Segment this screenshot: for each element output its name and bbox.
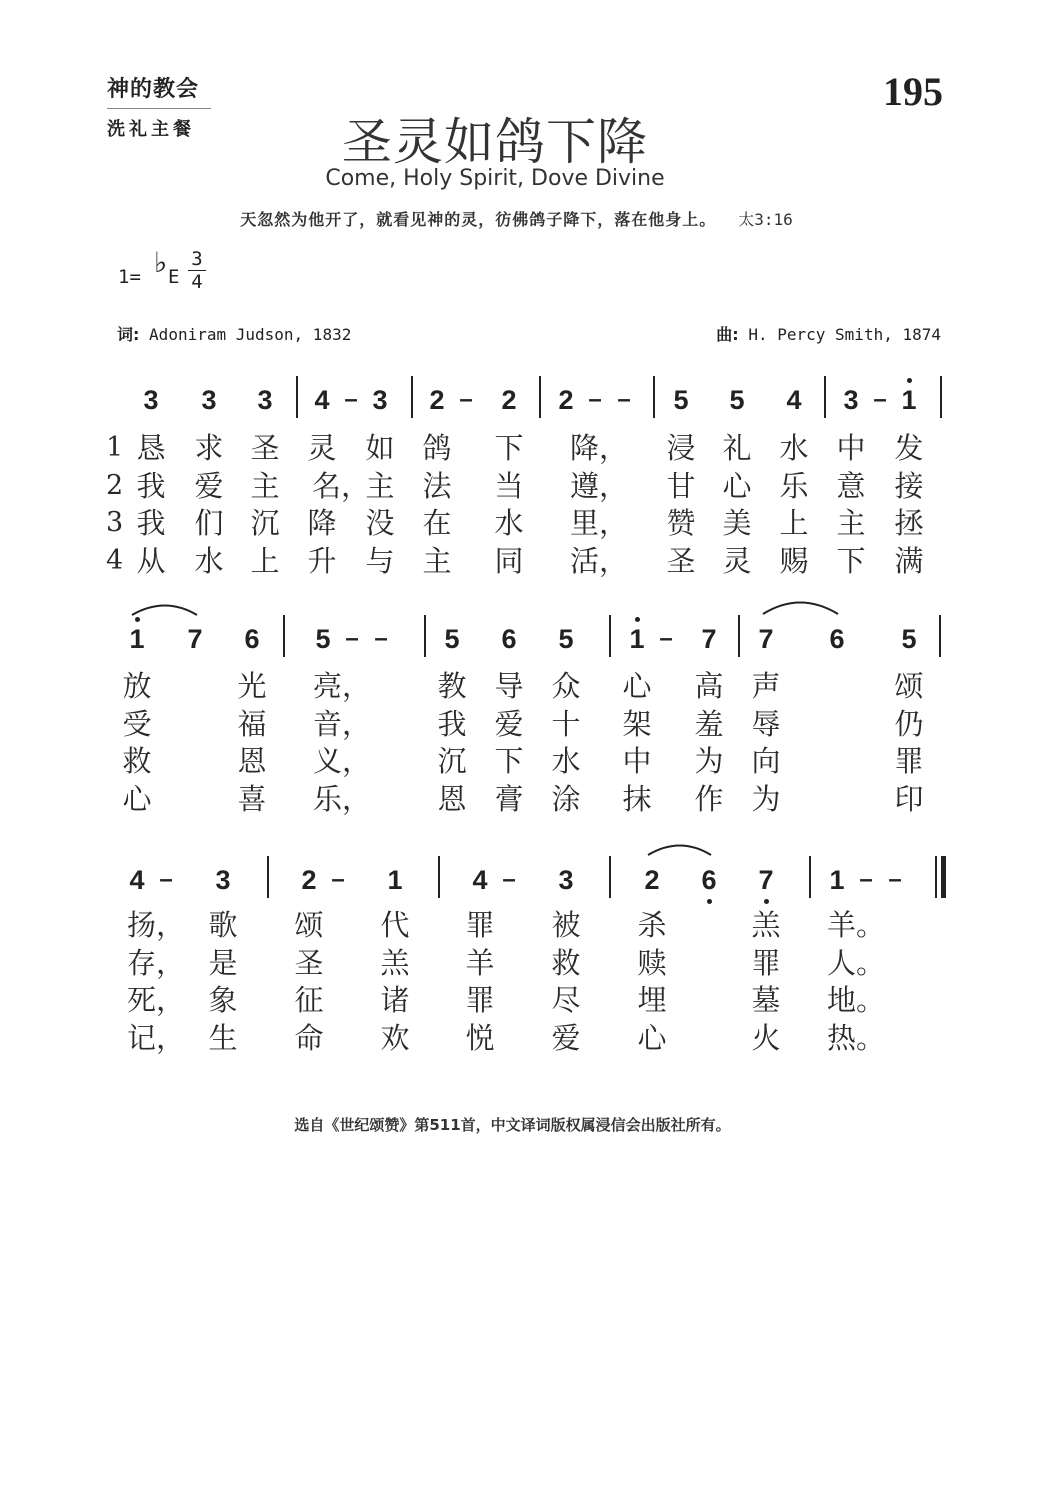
lyric-syllable: 主 bbox=[422, 543, 452, 578]
lyric-syllable: 高 bbox=[694, 669, 724, 703]
duration-dash: – bbox=[344, 386, 358, 413]
note: 1 bbox=[829, 865, 845, 895]
lyric-syllable: 羞 bbox=[694, 706, 724, 741]
lyric-syllable: 地。 bbox=[827, 983, 886, 1017]
lyric-syllable: 导 bbox=[494, 669, 524, 703]
lyric-syllable: 墓 bbox=[751, 983, 781, 1017]
note: 6 bbox=[501, 624, 517, 654]
lyric-syllable: 亮， bbox=[313, 669, 372, 703]
note: 6 bbox=[701, 865, 717, 895]
lyric-syllable: 架 bbox=[622, 706, 652, 741]
lyric-syllable: 浸 bbox=[666, 431, 696, 465]
lyric-syllable: 名， bbox=[312, 468, 371, 503]
note: 4 bbox=[129, 865, 145, 895]
stanza-number: 2 bbox=[106, 469, 124, 501]
lyric-syllable: 我 bbox=[136, 506, 166, 540]
lyric-syllable: 中 bbox=[836, 431, 866, 465]
note: 5 bbox=[315, 624, 331, 654]
lyric-syllable: 恩 bbox=[237, 744, 267, 778]
note: 1 bbox=[387, 865, 403, 895]
church-name: 神的教会 bbox=[107, 76, 200, 102]
lyric-syllable: 升 bbox=[307, 543, 337, 578]
hymn-subtitle: Come, Holy Spirit, Dove Divine bbox=[325, 166, 665, 191]
lyric-syllable: 主 bbox=[250, 468, 280, 503]
lyric-syllable: 受 bbox=[122, 706, 152, 741]
lyric-syllable: 沉 bbox=[250, 506, 280, 540]
lyric-syllable: 记， bbox=[127, 1020, 186, 1055]
lyric-syllable: 声 bbox=[751, 669, 781, 703]
note: 5 bbox=[558, 624, 574, 654]
lyric-syllable: 水 bbox=[779, 431, 809, 465]
lyric-syllable: 没 bbox=[365, 506, 395, 540]
lyric-syllable: 下 bbox=[494, 744, 524, 778]
lyric-syllable: 圣 bbox=[666, 543, 696, 578]
lyric-syllable: 为 bbox=[694, 744, 724, 778]
note: 7 bbox=[187, 624, 203, 654]
lyric-syllable: 赎 bbox=[637, 945, 667, 980]
lyric-syllable: 抹 bbox=[622, 781, 652, 816]
note: 7 bbox=[701, 624, 717, 654]
lyricist-name: Adoniram Judson, 1832 bbox=[149, 325, 352, 344]
note: 3 bbox=[558, 865, 574, 895]
lyric-syllable: 羊 bbox=[465, 945, 495, 980]
lyric-syllable: 埋 bbox=[637, 983, 667, 1017]
note: 3 bbox=[843, 385, 859, 415]
lyric-syllable: 意 bbox=[836, 468, 866, 503]
lyric-syllable: 死， bbox=[127, 983, 186, 1017]
duration-dash: – bbox=[659, 625, 673, 652]
note: 5 bbox=[729, 385, 745, 415]
lyric-syllable: 发 bbox=[894, 431, 924, 465]
lyric-syllable: 心 bbox=[722, 468, 752, 503]
lyric-syllable: 如 bbox=[365, 431, 395, 465]
stanza-number: 3 bbox=[106, 507, 124, 538]
lyric-syllable: 圣 bbox=[294, 945, 324, 980]
lyric-syllable: 尽 bbox=[551, 983, 581, 1017]
lyric-syllable: 人。 bbox=[827, 945, 886, 980]
note: 2 bbox=[429, 385, 445, 415]
lyric-syllable: 放 bbox=[122, 669, 152, 703]
slur bbox=[132, 606, 197, 616]
lyric-syllable: 礼 bbox=[722, 431, 752, 465]
lyric-syllable: 乐 bbox=[779, 468, 809, 503]
note: 5 bbox=[673, 385, 689, 415]
lyric-syllable: 爱 bbox=[494, 706, 524, 741]
lyric-syllable: 被 bbox=[551, 908, 581, 942]
duration-dash: – bbox=[859, 866, 873, 893]
note: 7 bbox=[758, 624, 774, 654]
note: 3 bbox=[143, 385, 159, 415]
duration-dash: – bbox=[888, 866, 902, 893]
note: 3 bbox=[201, 385, 217, 415]
duration-dash: – bbox=[345, 625, 359, 652]
lyric-syllable: 仍 bbox=[894, 706, 924, 741]
note: 4 bbox=[314, 385, 330, 415]
lyric-syllable: 颂 bbox=[294, 908, 324, 942]
lyric-syllable: 灵 bbox=[722, 543, 752, 578]
lyric-syllable: 生 bbox=[208, 1020, 238, 1055]
note: 2 bbox=[558, 385, 574, 415]
note: 3 bbox=[372, 385, 388, 415]
lyric-syllable: 光 bbox=[237, 669, 267, 703]
lyric-syllable: 罪 bbox=[751, 945, 781, 980]
note: 6 bbox=[244, 624, 260, 654]
lyric-syllable: 水 bbox=[494, 506, 524, 540]
lyric-syllable: 杀 bbox=[637, 908, 667, 942]
copyright-footer: 选自《世纪颂赞》第511首，中文译词版权属浸信会出版社所有。 bbox=[294, 1116, 731, 1134]
slur bbox=[648, 846, 711, 856]
lyric-syllable: 义， bbox=[313, 744, 372, 778]
lyric-syllable: 心 bbox=[122, 781, 152, 816]
lyric-syllable: 从 bbox=[136, 543, 166, 578]
duration-dash: – bbox=[588, 386, 602, 413]
hymn-title: 圣灵如鸽下降 bbox=[342, 113, 648, 171]
lyric-syllable: 里， bbox=[570, 506, 629, 540]
lyric-syllable: 水 bbox=[194, 543, 224, 578]
lyric-syllable: 向 bbox=[751, 744, 781, 778]
lyric-syllable: 悦 bbox=[465, 1020, 495, 1055]
lyric-syllable: 降 bbox=[307, 506, 337, 540]
lyric-syllable: 沉 bbox=[437, 744, 467, 778]
lyric-syllable: 欢 bbox=[380, 1020, 410, 1055]
note: 1 bbox=[129, 624, 145, 654]
verse-reference: 太3:16 bbox=[738, 210, 793, 229]
lyric-syllable: 膏 bbox=[494, 781, 524, 816]
lyric-syllable: 音， bbox=[313, 706, 372, 741]
composer-label: 曲: bbox=[716, 325, 739, 344]
stanza-number: 1 bbox=[106, 432, 124, 463]
lyric-syllable: 在 bbox=[422, 506, 452, 540]
note: 3 bbox=[257, 385, 273, 415]
key-letter: E bbox=[168, 266, 180, 288]
lyric-syllable: 活， bbox=[570, 543, 629, 578]
lyric-syllable: 法 bbox=[422, 468, 452, 503]
lyric-syllable: 心 bbox=[622, 669, 652, 703]
lyric-syllable: 美 bbox=[722, 506, 752, 540]
lyric-syllable: 热。 bbox=[827, 1020, 886, 1055]
lyric-syllable: 心 bbox=[637, 1020, 667, 1055]
duration-dash: – bbox=[617, 386, 631, 413]
lyric-syllable: 众 bbox=[551, 669, 581, 703]
lyric-syllable: 上 bbox=[779, 506, 809, 540]
note: 4 bbox=[472, 865, 488, 895]
lyric-syllable: 灵 bbox=[307, 431, 337, 465]
flat-icon: ♭ bbox=[154, 246, 168, 279]
note: 2 bbox=[644, 865, 660, 895]
time-signature-top: 3 bbox=[188, 248, 206, 271]
lyric-syllable: 羔 bbox=[380, 945, 410, 980]
lyric-syllable: 涂 bbox=[551, 781, 581, 816]
duration-dash: – bbox=[159, 866, 173, 893]
stanza-number: 4 bbox=[106, 544, 124, 576]
lyric-syllable: 下 bbox=[836, 543, 866, 578]
lyric-syllable: 鸽 bbox=[422, 431, 452, 465]
lyric-syllable: 是 bbox=[208, 945, 238, 980]
lyric-syllable: 教 bbox=[437, 669, 467, 703]
lyric-syllable: 赞 bbox=[666, 506, 696, 540]
lyric-syllable: 水 bbox=[551, 744, 581, 778]
lyric-syllable: 乐， bbox=[313, 781, 372, 816]
lyric-syllable: 中 bbox=[622, 744, 652, 778]
lyric-syllable: 福 bbox=[237, 706, 267, 741]
lyric-syllable: 为 bbox=[751, 781, 781, 816]
lyric-syllable: 上 bbox=[250, 543, 280, 578]
lyric-syllable: 当 bbox=[494, 468, 524, 503]
lyric-syllable: 颂 bbox=[894, 669, 924, 703]
lyric-syllable: 下 bbox=[494, 431, 524, 465]
note: 1 bbox=[629, 624, 645, 654]
lyric-syllable: 赐 bbox=[779, 543, 809, 578]
lyric-syllable: 十 bbox=[551, 706, 581, 741]
lyric-syllable: 象 bbox=[208, 983, 238, 1017]
lyric-syllable: 们 bbox=[194, 506, 224, 540]
lyric-syllable: 与 bbox=[365, 543, 395, 578]
lyric-syllable: 火 bbox=[751, 1020, 781, 1055]
lyric-syllable: 罪 bbox=[465, 983, 495, 1017]
lyric-syllable: 遵， bbox=[570, 468, 629, 503]
lyric-syllable: 存， bbox=[127, 945, 186, 980]
lyric-syllable: 罪 bbox=[465, 908, 495, 942]
duration-dash: – bbox=[873, 386, 887, 413]
lyric-syllable: 求 bbox=[194, 431, 224, 465]
lyric-syllable: 歌 bbox=[208, 908, 238, 942]
lyric-syllable: 恩 bbox=[437, 781, 467, 816]
lyric-syllable: 拯 bbox=[894, 506, 924, 540]
slur bbox=[763, 603, 838, 615]
lyric-syllable: 羔 bbox=[751, 908, 781, 942]
lyric-syllable: 主 bbox=[365, 468, 395, 503]
note: 2 bbox=[501, 385, 517, 415]
lyricist-label: 词: bbox=[117, 325, 140, 344]
note: 3 bbox=[215, 865, 231, 895]
verse-text: 天忽然为他开了，就看见神的灵，彷佛鸽子降下，落在他身上。 bbox=[240, 210, 717, 229]
lyric-syllable: 羊。 bbox=[827, 908, 886, 942]
lyric-syllable: 爱 bbox=[551, 1020, 581, 1055]
lyric-syllable: 爱 bbox=[194, 468, 224, 503]
lyric-syllable: 恳 bbox=[136, 431, 166, 465]
note: 1 bbox=[901, 385, 917, 415]
note: 4 bbox=[786, 385, 802, 415]
lyric-syllable: 扬， bbox=[127, 908, 186, 942]
lyric-syllable: 作 bbox=[694, 781, 724, 816]
duration-dash: – bbox=[459, 386, 473, 413]
lyric-syllable: 救 bbox=[122, 744, 152, 778]
lyric-syllable: 救 bbox=[551, 945, 581, 980]
note: 6 bbox=[829, 624, 845, 654]
lyric-syllable: 辱 bbox=[751, 706, 781, 741]
lyric-syllable: 圣 bbox=[250, 431, 280, 465]
composer-name: H. Percy Smith, 1874 bbox=[748, 325, 941, 344]
time-signature-bottom: 4 bbox=[191, 271, 203, 293]
hymn-category: 洗礼主餐 bbox=[107, 119, 195, 140]
lyric-syllable: 降， bbox=[570, 431, 629, 465]
lyric-syllable: 满 bbox=[894, 543, 924, 578]
note: 7 bbox=[758, 865, 774, 895]
duration-dash: – bbox=[374, 625, 388, 652]
note: 2 bbox=[301, 865, 317, 895]
lyric-syllable: 征 bbox=[294, 983, 324, 1017]
lyric-syllable: 接 bbox=[894, 468, 924, 503]
duration-dash: – bbox=[502, 866, 516, 893]
note: 5 bbox=[901, 624, 917, 654]
lyric-syllable: 印 bbox=[894, 781, 924, 816]
lyric-syllable: 我 bbox=[136, 468, 166, 503]
hymn-number: 195 bbox=[883, 69, 943, 114]
key-prefix: 1= bbox=[118, 266, 141, 288]
note: 5 bbox=[444, 624, 460, 654]
lyric-syllable: 我 bbox=[437, 706, 467, 741]
lyric-syllable: 罪 bbox=[894, 744, 924, 778]
lyric-syllable: 喜 bbox=[237, 781, 267, 816]
lyric-syllable: 甘 bbox=[666, 468, 696, 503]
lyric-syllable: 同 bbox=[494, 543, 524, 578]
lyric-syllable: 命 bbox=[294, 1020, 324, 1055]
duration-dash: – bbox=[331, 866, 345, 893]
lyric-syllable: 代 bbox=[380, 908, 410, 942]
lyric-syllable: 主 bbox=[836, 506, 866, 540]
lyric-syllable: 诸 bbox=[380, 983, 410, 1017]
